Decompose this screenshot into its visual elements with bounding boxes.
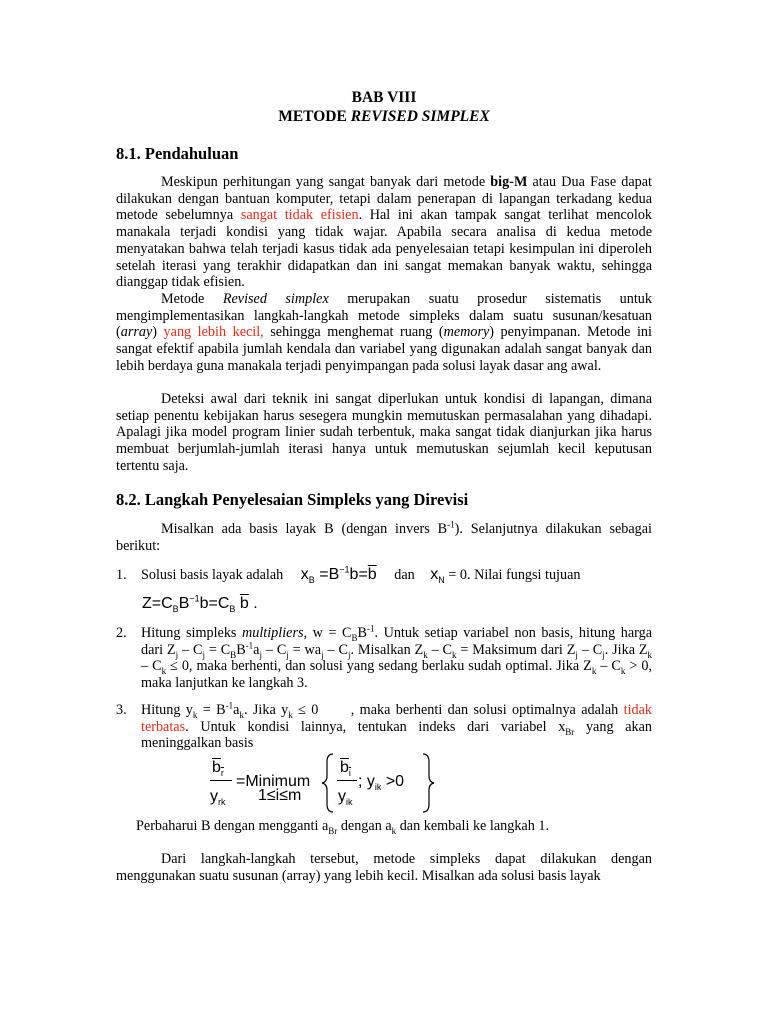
paragraph-3: Deteksi awal dari teknik ini sangat diperlukan untuk kondisi di lapangan, dimana setiap penentu kebijakan harus sesegera mungkin memutuskan permasalahan yang dihadapi. Apalagi jika model program linier sudah terbentuk, maka sangat tidak dianjurkan jika harus membuat berjumlah-jumlah iterasi hanya untuk memutuskan sejumlah kecil keputusan tertentu saja. [116, 391, 652, 474]
section-heading-8-2: 8.2. Langkah Penyelesaian Simpleks yang Direvisi [116, 490, 469, 509]
formula-objective: $Z=C_BB^{-1}b=C_B$ $\overline{b}$ . [142, 593, 258, 615]
chapter-title: METODE REVISED SIMPLEX [278, 108, 490, 125]
formula-nonbasic: $x_N$ [430, 566, 445, 586]
paragraph-2: Metode Revised simplex merupakan suatu prosedur sistematis untuk mengimplementasikan langkah-langkah metode simpleks dalam suatu susunan/kesatuan (array) yang lebih kecil, sehingga menghemat ruang (memory) penyimpanan. Metode ini sangat efektif apabila jumlah kendala dan variabel yang digunakan adalah sangat banyak dan lebih berdaya guna manakala terjadi penyimpangan pada solusi layak dasar ang awal. [116, 291, 652, 374]
section-intro: Misalkan ada basis layak B (dengan invers $B^{-1}$). Selanjutnya dilakukan sebagai berikut: [116, 519, 652, 554]
list-item-2: 2. Hitung simpleks multipliers, $w = C_BB^{-1}$. Untuk setiap variabel non basis, hitung harga dari $Z_j - C_j = C_BB^{-1}a_j - C_j = wa_j - C_j$. Misalkan $Z_k - C_k$ = Maksimum dari $Z_j - C_j$. Jika $Z_k - C_k \le 0$, maka berhenti, dan solusi yang sedang berlaku sudah optimal. Jika $Z_k - C_k > 0$, maka lanjutkan ke langkah 3. [116, 623, 653, 692]
formula-minimum-ratio: $b_r$ $y_{rk}$ =Minimum 1≤i≤m $b_i$ $y_{ik}$ ; $y_{ik} >0$ [208, 752, 438, 814]
list-item-1: 1. Solusi basis layak adalah $x_B =B^{-1}b=\overline{b}$ dan $x_N = 0$. Nilai fungsi tujuan [116, 564, 581, 586]
update-step: Perbaharui B dengan mengganti $a_{Br}$ dengan $a_k$ dan kembali ke langkah 1. [136, 818, 550, 836]
section-heading-8-1: 8.1. Pendahuluan [116, 144, 239, 163]
formula-basic-solution: $x_B =B^{-1}b=\overline{b}$ [300, 564, 377, 586]
closing-paragraph: Dari langkah-langkah tersebut, metode simpleks dapat dilakukan dengan menggunakan suatu susunan (array) yang lebih kecil. Misalkan ada solusi basis layak [116, 851, 652, 884]
paragraph-1: Meskipun perhitungan yang sangat banyak dari metode big-M atau Dua Fase dapat dilakukan dengan bantuan komputer, tetapi dalam penerapan di lapangan terkadang kedua metode sebelumnya sangat tidak efisien. Hal ini akan tampak sangat terlihat mencolok manakala terjadi kondisi yang tidak wajar. Apabila secara analisa di kedua metode menyatakan bahwa telah terjadi kasus tidak ada penyelesaian tetapi kesimpulan ini diperoleh setelah iterasi yang terakhir didapatkan dan ini sangat memakan banyak waktu, sehingga dianggap tidak efisien. [116, 174, 653, 291]
chapter-number: BAB VIII [351, 89, 417, 106]
list-item-3: 3. Hitung $y_k = B^{-1}a_k$. Jika $y_k \le 0$ , maka berhenti dan solusi optimalnya adalah tidak terbatas. Untuk kondisi lainnya, tentukan indeks dari variabel $x_{Br}$ yang akan meninggalkan basis [116, 700, 653, 752]
